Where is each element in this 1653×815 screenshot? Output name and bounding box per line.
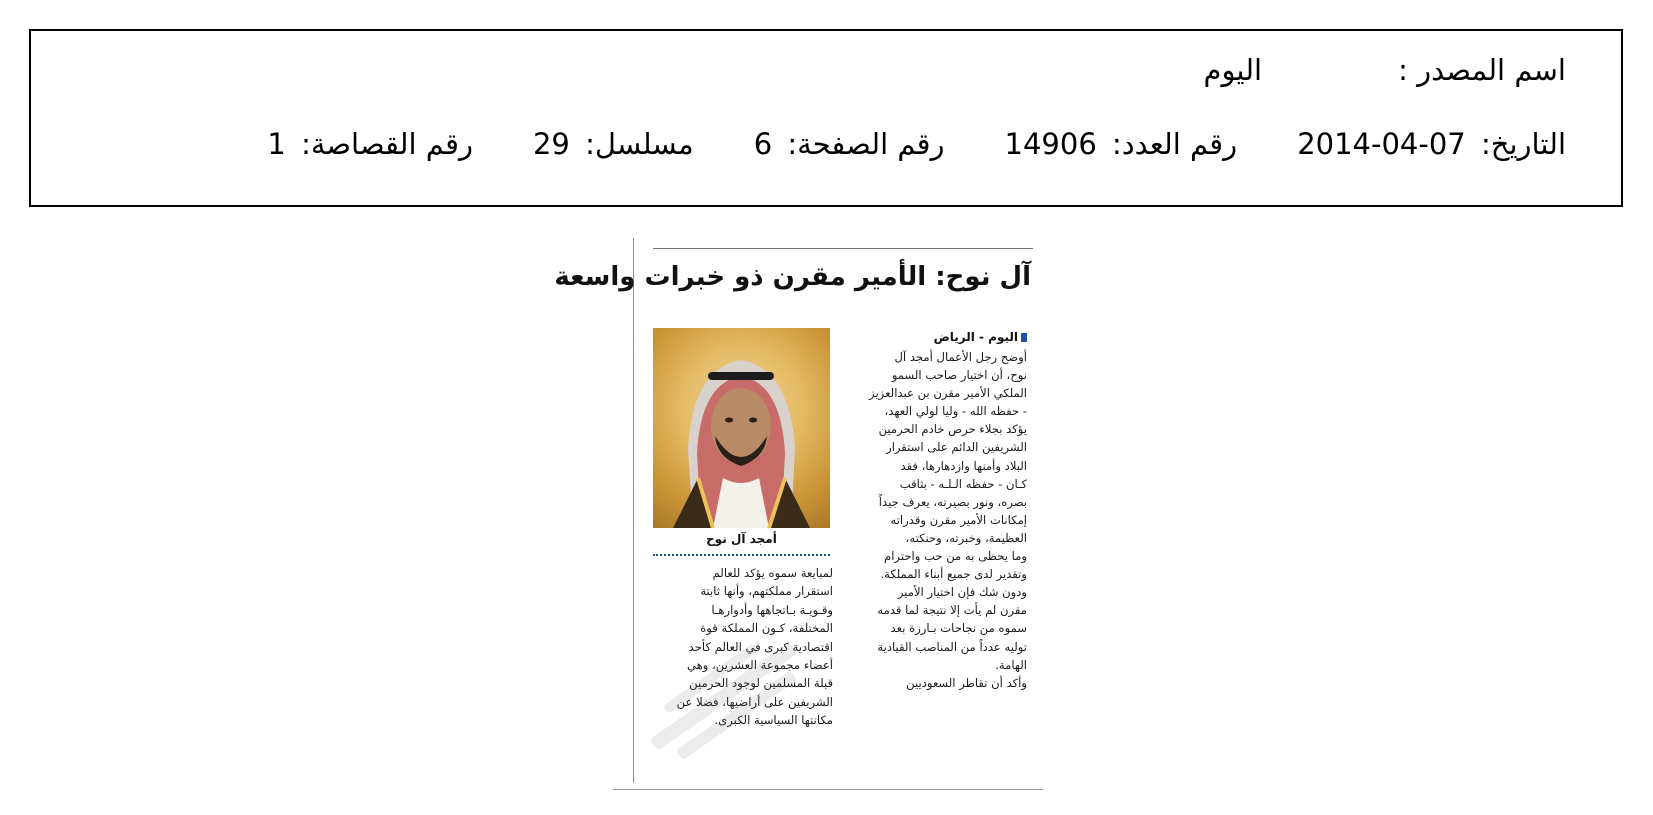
text-line: الشريفين الدائم على استقرار	[886, 440, 1027, 455]
caption-dotted-rule	[653, 554, 830, 556]
portrait-photo	[653, 328, 830, 528]
date-item	[1297, 127, 1566, 161]
issue-number-label: رقم العدد:	[1112, 127, 1238, 161]
source-row	[1204, 53, 1567, 87]
serial-value: 29	[532, 127, 570, 161]
text-line: الهامة.	[995, 657, 1027, 672]
text-line: وقـويـة بـاتجاهها وأدوارهـا	[711, 602, 833, 617]
article-dateline	[934, 330, 1027, 344]
dateline-text: اليوم - الرياض	[933, 330, 1018, 344]
text-line: اقتصادية كبرى في العالم كأحد	[688, 639, 833, 654]
clipping-bottom-rule	[613, 789, 1043, 790]
page-number-item	[754, 127, 945, 161]
serial-label: مسلسل:	[585, 127, 694, 161]
text-line: العظيمة، وخبرته، وحنكته،	[905, 530, 1027, 545]
text-line: وتقدير لدى جميع أبناء المملكة.	[880, 567, 1027, 582]
text-line: وأكد أن تقاطر السعوديين	[906, 675, 1027, 690]
clipping-top-rule	[653, 248, 1033, 249]
text-line: البلاد وأمنها وازدهارها، فقد	[900, 458, 1027, 473]
clipping-left-rule	[633, 238, 634, 783]
serial-item	[533, 127, 694, 161]
article-headline: آل نوح: الأمير مقرن ذو خبرات واسعة	[554, 262, 1031, 292]
date-label: التاريخ:	[1480, 127, 1566, 161]
source-info-box	[29, 29, 1623, 207]
article-column-left	[653, 564, 833, 730]
issue-number-value: 14906	[1004, 127, 1097, 161]
page-number-value: 6	[753, 127, 773, 161]
date-value: 2014-04-07	[1297, 127, 1466, 161]
source-label: اسم المصدر :	[1398, 53, 1566, 87]
portrait-illustration	[653, 328, 830, 528]
text-line: المختلفة، كـون المملكة قوة	[700, 621, 833, 636]
clipping-number-item	[267, 127, 473, 161]
photo-caption: أمجد آل نوح	[706, 532, 777, 546]
text-line: وما يحظى به من حب واحترام	[884, 549, 1027, 564]
clipping-number-label: رقم القصاصة:	[301, 127, 473, 161]
bookmark-icon	[1021, 333, 1027, 342]
text-line: - حفظه الله - وليا لولي العهد،	[884, 404, 1027, 419]
text-line: كـان - حفظه الـلـه - بثاقب	[899, 476, 1027, 491]
text-line: بصره، ونور بصيرته، يعرف جيداً	[878, 494, 1027, 509]
text-line: مكانتها السياسية الكبرى.	[714, 713, 833, 728]
text-line: يؤكد بجلاء حرص خادم الحرمين	[878, 422, 1027, 437]
text-line: قبلة المسلمين لوجود الحرمين	[689, 676, 833, 691]
source-value: اليوم	[1203, 53, 1263, 87]
text-line: مقرن لم يأت إلا نتيجة لما قدمه	[877, 603, 1027, 618]
text-line: لمبايعة سموه يؤكد للعالم	[712, 566, 833, 580]
text-line: أوضح رجل الأعمال أمجد آل	[894, 350, 1027, 364]
text-line: نوح، أن اختيار صاحب السمو	[891, 368, 1027, 383]
text-line: الشريفين على أراضيها، فضلا عن	[676, 694, 833, 709]
issue-number-item	[1005, 127, 1238, 161]
clipping-number-value: 1	[267, 127, 286, 161]
text-line: إمكانات الأمير مقرن وقدراته	[890, 512, 1027, 527]
text-line: استقرار مملكتهم، وأنها ثابتة	[700, 584, 833, 599]
article-column-right	[847, 348, 1027, 692]
text-line: ودون شك فإن اختيار الأمير	[897, 585, 1027, 600]
text-line: أعضاء مجموعة العشرين، وهي	[686, 658, 833, 673]
text-line: سموه من نجاحات بـارزة بعد	[890, 621, 1027, 636]
newspaper-clipping	[554, 238, 1043, 791]
text-line: توليه عدداً من المناصب القيادية	[877, 639, 1027, 654]
page-number-label: رقم الصفحة:	[787, 127, 945, 161]
meta-row	[267, 127, 1566, 161]
text-line: الملكي الأمير مقرن بن عبدالعزيز	[869, 386, 1027, 401]
